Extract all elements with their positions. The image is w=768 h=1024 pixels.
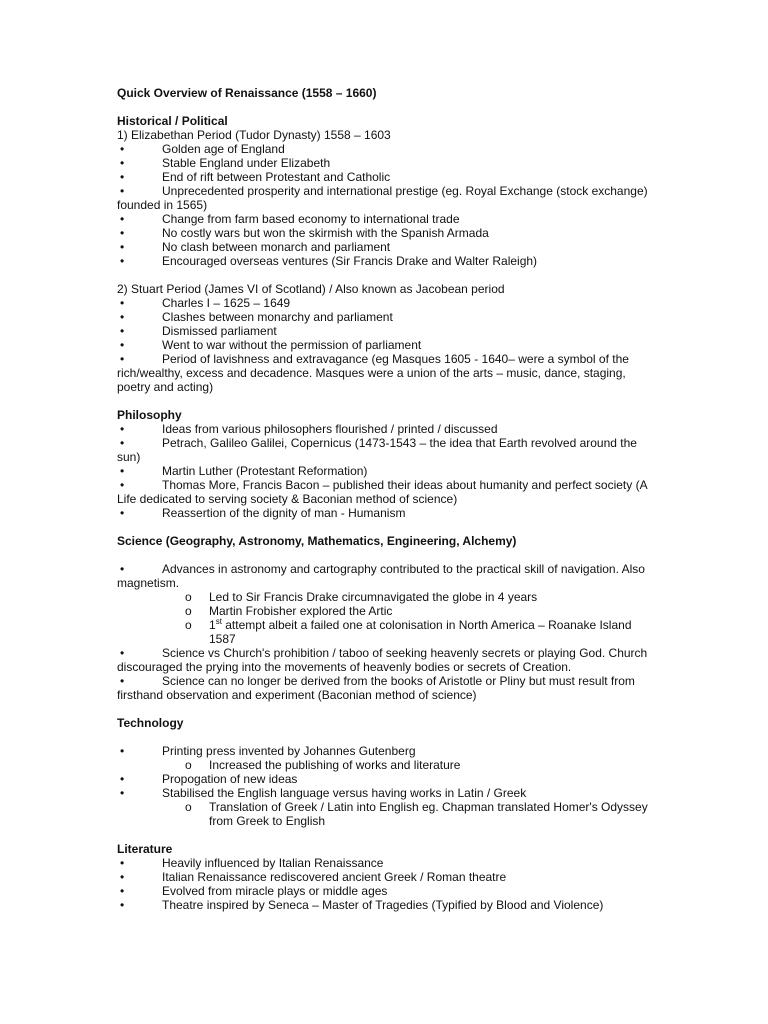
elizabethan-heading: 1) Elizabethan Period (Tudor Dynasty) 1558 – 1603 [117, 128, 391, 142]
list-item: • Dismissed parliament [117, 324, 657, 338]
sub-list-item: o Martin Frobisher explored the Artic [185, 604, 393, 618]
list-item: • Encouraged overseas ventures (Sir Francis Drake and Walter Raleigh) [117, 254, 657, 268]
science-heading: Science (Geography, Astronomy, Mathematics, Engineering, Alchemy) [117, 534, 517, 548]
bullet-icon: • [120, 352, 125, 366]
list-item: • Italian Renaissance rediscovered ancient Greek / Roman theatre [117, 870, 657, 884]
philosophy-heading: Philosophy [117, 408, 182, 422]
bullet-icon: • [120, 142, 125, 156]
bullet-icon: • [120, 856, 125, 870]
sub-list-item: o 1st attempt albeit a failed one at colonisation in North America – Roanake Island 1587 [185, 617, 632, 646]
bullet-icon: • [120, 506, 125, 520]
bullet-icon: • [120, 478, 125, 492]
list-item: • Golden age of England [117, 142, 657, 156]
list-item: • End of rift between Protestant and Catholic [117, 170, 657, 184]
sub-list-item: o Increased the publishing of works and literature [185, 758, 461, 772]
bullet-icon: • [120, 184, 125, 198]
circle-bullet-icon: o [185, 604, 192, 618]
bullet-icon: • [120, 464, 125, 478]
bullet-icon: • [120, 338, 125, 352]
document-body [117, 86, 657, 912]
bullet-icon: • [120, 772, 125, 786]
bullet-icon: • [120, 170, 125, 184]
circle-bullet-icon: o [185, 590, 192, 604]
bullet-icon: • [120, 744, 125, 758]
circle-bullet-icon: o [185, 618, 192, 632]
bullet-icon: • [120, 646, 125, 660]
list-item: • Charles I – 1625 – 1649 [117, 296, 657, 310]
bullet-icon: • [120, 324, 125, 338]
bullet-icon: • [120, 226, 125, 240]
historical-heading: Historical / Political [117, 114, 228, 128]
list-item: • Theatre inspired by Seneca – Master of Tragedies (Typified by Blood and Violence) [117, 898, 657, 912]
bullet-icon: • [120, 436, 125, 450]
list-item: • Advances in astronomy and cartography contributed to the practical skill of navigation. Also magnetism. [117, 562, 645, 590]
list-item: • Heavily influenced by Italian Renaissance [117, 856, 657, 870]
bullet-icon: • [120, 254, 125, 268]
list-item: • Ideas from various philosophers flourished / printed / discussed [117, 422, 657, 436]
bullet-icon: • [120, 562, 125, 576]
list-item: • Went to war without the permission of parliament [117, 338, 657, 352]
list-item: • Period of lavishness and extravagance (eg Masques 1605 - 1640– were a symbol of the rich/wealthy, excess and decadence. Masques were a union of the arts – music, dance, staging, poetry and acting) [117, 352, 629, 394]
bullet-icon: • [120, 422, 125, 436]
bullet-icon: • [120, 870, 125, 884]
list-item: • Stable England under Elizabeth [117, 156, 657, 170]
bullet-icon: • [120, 212, 125, 226]
bullet-icon: • [120, 674, 125, 688]
list-item: • Change from farm based economy to international trade [117, 212, 657, 226]
bullet-icon: • [120, 240, 125, 254]
sub-list-item: o Translation of Greek / Latin into English eg. Chapman translated Homer's Odyssey from Greek to English [185, 800, 648, 828]
list-item: • No clash between monarch and parliament [117, 240, 657, 254]
list-item: • Printing press invented by Johannes Gutenberg [117, 744, 657, 758]
bullet-icon: • [120, 310, 125, 324]
stuart-heading: 2) Stuart Period (James VI of Scotland) / Also known as Jacobean period [117, 282, 505, 296]
circle-bullet-icon: o [185, 758, 192, 772]
bullet-icon: • [120, 786, 125, 800]
bullet-icon: • [120, 898, 125, 912]
list-item: • No costly wars but won the skirmish with the Spanish Armada [117, 226, 657, 240]
list-item: • Petrach, Galileo Galilei, Copernicus (1473-1543 – the idea that Earth revolved around the sun) [117, 436, 637, 464]
bullet-icon: • [120, 296, 125, 310]
bullet-icon: • [120, 156, 125, 170]
list-item: • Science can no longer be derived from the books of Aristotle or Pliny but must result from firsthand observation and experiment (Baconian method of science) [117, 674, 635, 702]
technology-heading: Technology [117, 716, 184, 730]
list-item: • Evolved from miracle plays or middle ages [117, 884, 657, 898]
list-item: • Thomas More, Francis Bacon – published their ideas about humanity and perfect society (A Life dedicated to serving society & Baconian method of science) [117, 478, 647, 506]
sub-list-item: o Led to Sir Francis Drake circumnavigated the globe in 4 years [185, 590, 538, 604]
circle-bullet-icon: o [185, 800, 192, 814]
list-item: • Unprecedented prosperity and international prestige (eg. Royal Exchange (stock exchange) founded in 1565) [117, 184, 648, 212]
literature-heading: Literature [117, 842, 173, 856]
list-item: • Martin Luther (Protestant Reformation) [117, 464, 657, 478]
list-item: • Science vs Church's prohibition / taboo of seeking heavenly secrets or playing God. Church discouraged the prying into the movements of heavenly bodies or secrets of Creation. [117, 646, 648, 674]
document-title: Quick Overview of Renaissance (1558 – 1660) [117, 86, 377, 100]
bullet-icon: • [120, 884, 125, 898]
list-item: • Clashes between monarchy and parliament [117, 310, 657, 324]
list-item: • Stabilised the English language versus having works in Latin / Greek [117, 786, 657, 800]
list-item: • Propogation of new ideas [117, 772, 657, 786]
list-item: • Reassertion of the dignity of man - Humanism [117, 506, 657, 520]
